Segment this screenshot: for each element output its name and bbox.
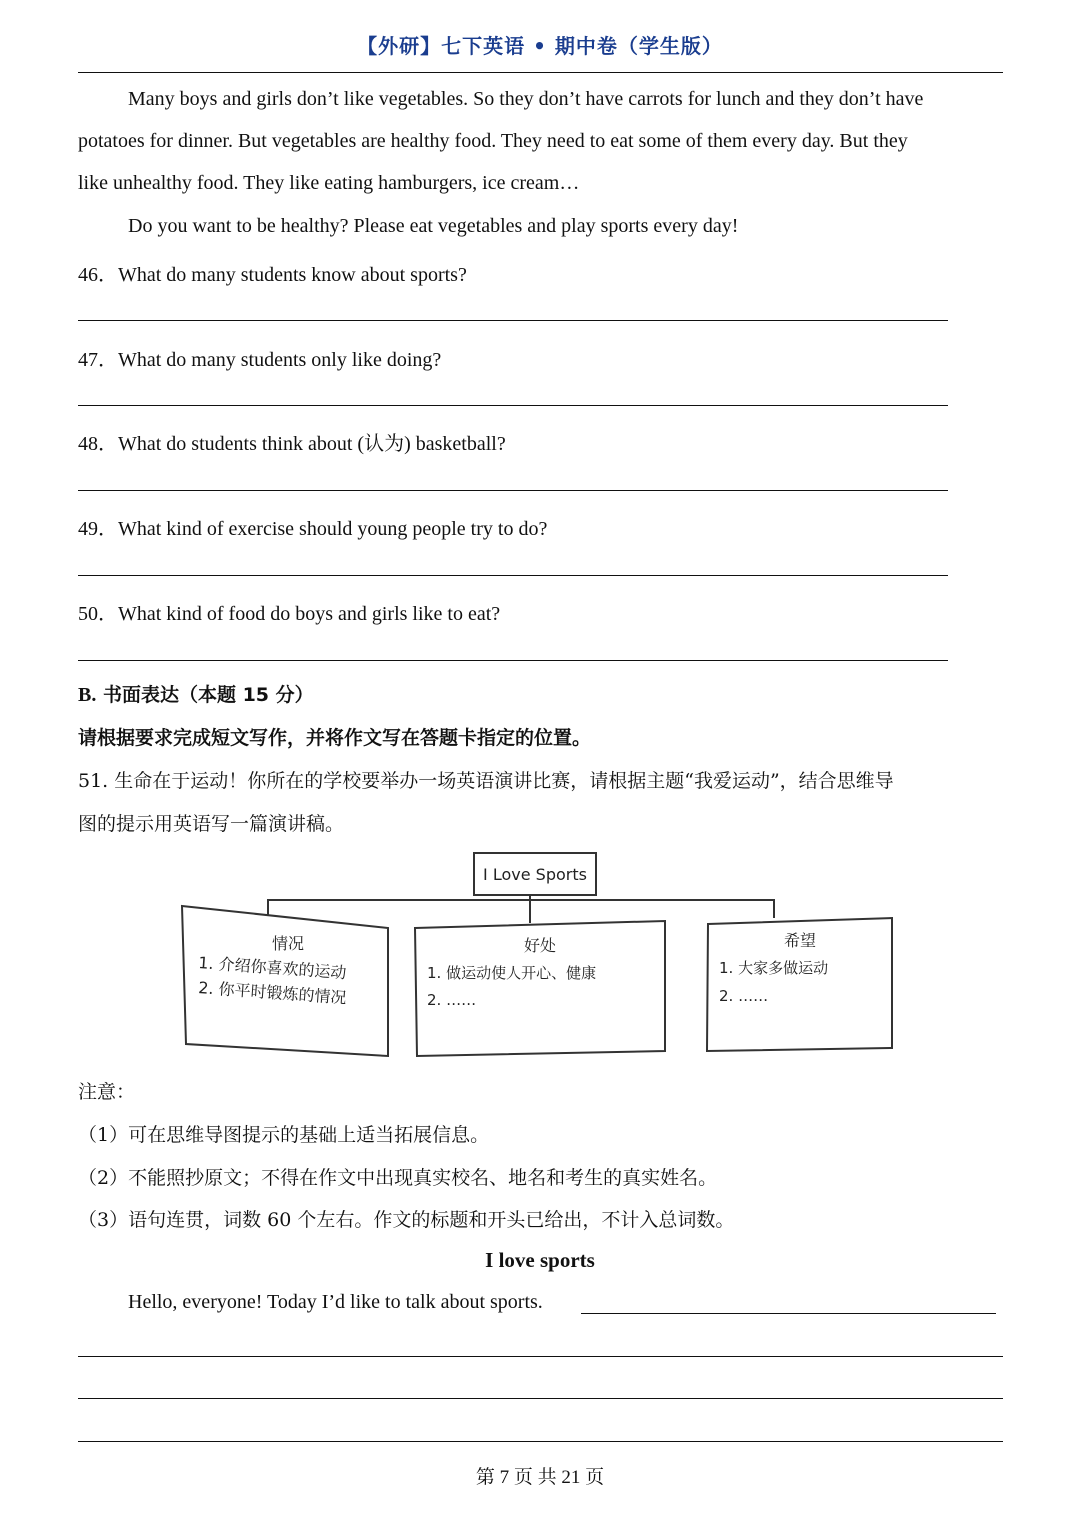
mind-map-box-2-item-1: 1. 做运动使人开心、健康 <box>427 964 597 982</box>
answer-line-48[interactable] <box>78 490 948 491</box>
header-divider <box>78 72 1003 73</box>
question-text: What kind of food do boys and girls like to eat? <box>118 603 501 625</box>
passage-line-1: Many boys and girls don’t like vegetables. So they don’t have carrots for lunch and they don’t have <box>128 88 924 110</box>
mind-map-box-2-item-2: 2. …… <box>427 991 477 1009</box>
section-b-instruction: 请根据要求完成短文写作，并将作文写在答题卡指定的位置。 <box>78 727 592 749</box>
section-letter: B. <box>78 684 97 706</box>
page-header-title: 【外研】七下英语 • 期中卷（学生版） <box>357 34 723 58</box>
mind-map-box-2-title: 好处 <box>523 936 557 955</box>
question-number: 46． <box>78 264 118 286</box>
page-number: 第 7 页 共 21 页 <box>475 1467 605 1488</box>
question-46 <box>78 258 467 287</box>
answer-line-49[interactable] <box>78 575 948 576</box>
question-text: What do many students only like doing? <box>118 349 442 371</box>
passage-paragraph-1 <box>78 78 1003 120</box>
question-number: 49． <box>78 518 118 540</box>
question-47 <box>78 343 441 372</box>
mind-map-root-label: I Love Sports <box>483 865 587 884</box>
question-number: 48． <box>78 433 118 455</box>
question-number: 47． <box>78 349 118 371</box>
question-number: 50． <box>78 603 118 625</box>
essay-opening: Hello, everyone! Today I’d like to talk about sports. <box>128 1291 543 1313</box>
question-49 <box>78 512 547 541</box>
passage-line-3: like unhealthy food. They like eating hamburgers, ice cream… <box>78 172 580 194</box>
answer-line-47[interactable] <box>78 405 948 406</box>
question-text: What do students think about (认为) basketball? <box>118 433 506 455</box>
mind-map-box-3-title: 希望 <box>783 931 817 950</box>
mind-map <box>170 848 910 1063</box>
note-1: （1）可在思维导图提示的基础上适当拓展信息。 <box>78 1124 490 1146</box>
answer-line-50[interactable] <box>78 660 948 661</box>
mind-map-box-1-item-2: 2. 你平时锻炼的情况 <box>197 978 348 1008</box>
essay-writing-line-2[interactable] <box>78 1356 1003 1357</box>
question-51-line-2: 图的提示用英语写一篇演讲稿。 <box>78 813 345 835</box>
section-b-heading <box>78 680 314 707</box>
mind-map-box-1-item-1: 1. 介绍你喜欢的运动 <box>197 953 348 983</box>
answer-line-46[interactable] <box>78 320 948 321</box>
essay-writing-line-1[interactable] <box>581 1313 996 1314</box>
notes-label: 注意： <box>78 1081 136 1103</box>
essay-writing-line-4[interactable] <box>78 1441 1003 1442</box>
essay-writing-line-3[interactable] <box>78 1398 1003 1399</box>
mind-map-diagram <box>170 848 910 1063</box>
note-2: （2）不能照抄原文；不得在作文中出现真实校名、地名和考生的真实姓名。 <box>78 1167 718 1189</box>
essay-title: I love sports <box>485 1248 595 1272</box>
section-title: 书面表达（本题 15 分） <box>102 684 314 706</box>
mind-map-box-3-item-1: 1. 大家多做运动 <box>719 959 829 977</box>
passage-line-2: potatoes for dinner. But vegetables are healthy food. They need to eat some of them every day. But they <box>78 130 908 152</box>
passage-paragraph-2: Do you want to be healthy? Please eat vegetables and play sports every day! <box>128 215 739 237</box>
question-48 <box>78 427 506 456</box>
question-text: What do many students know about sports? <box>118 264 467 286</box>
question-50 <box>78 597 500 626</box>
question-51-line-1: 51. 生命在于运动！你所在的学校要举办一场英语演讲比赛，请根据主题“我爱运动”，结合思维导 <box>78 770 894 792</box>
question-text: What kind of exercise should young people try to do? <box>118 518 548 540</box>
mind-map-box-1-title: 情况 <box>271 934 305 953</box>
note-3: （3）语句连贯，词数 60 个左右。作文的标题和开头已给出，不计入总词数。 <box>78 1209 735 1231</box>
mind-map-box-3-item-2: 2. …… <box>719 987 769 1005</box>
